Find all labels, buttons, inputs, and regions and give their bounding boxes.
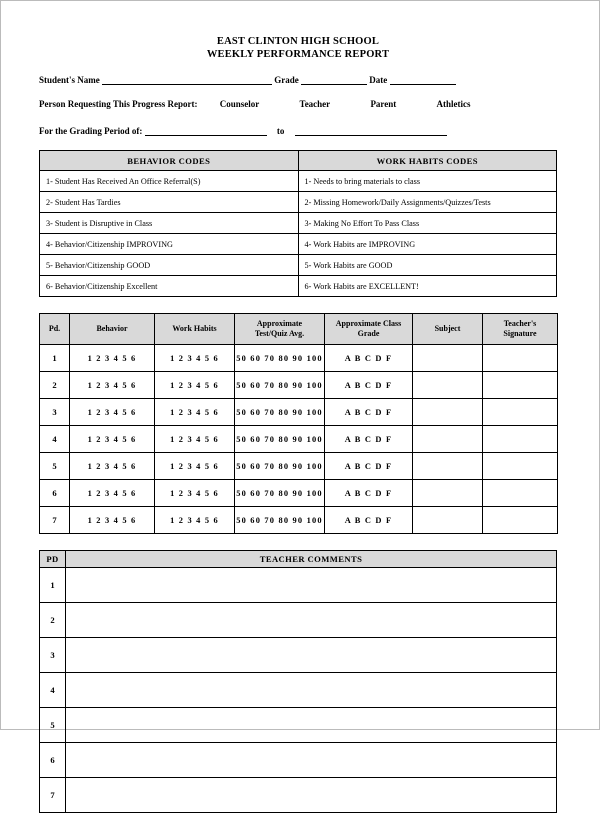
behavior-code-5: 5- Behavior/Citizenship GOOD xyxy=(40,255,299,276)
col-class-grade xyxy=(325,314,413,345)
option-parent[interactable]: Parent xyxy=(370,99,397,109)
col-period: Pd. xyxy=(40,314,70,345)
option-athletics[interactable]: Athletics xyxy=(436,99,471,109)
table-row xyxy=(40,234,557,255)
table-row xyxy=(40,213,557,234)
student-info-row xyxy=(39,73,557,85)
col-subject: Subject xyxy=(413,314,483,345)
col-class-grade-line1: Approximate Class xyxy=(335,319,402,328)
row-test-quiz-options[interactable]: 50 60 70 80 90 100 xyxy=(235,507,325,534)
col-behavior: Behavior xyxy=(70,314,155,345)
work-habit-code-6: 6- Work Habits are EXCELLENT! xyxy=(298,276,557,297)
comment-period: 4 xyxy=(40,673,66,708)
work-habit-code-3: 3- Making No Effort To Pass Class xyxy=(298,213,557,234)
row-period: 3 xyxy=(40,399,70,426)
row-behavior-options[interactable]: 1 2 3 4 5 6 xyxy=(70,372,155,399)
row-signature-input[interactable] xyxy=(483,372,558,399)
form-sheet xyxy=(39,35,557,813)
student-name-label: Student's Name xyxy=(39,75,100,85)
table-row xyxy=(40,192,557,213)
comment-input[interactable] xyxy=(66,778,557,813)
report-name: WEEKLY PERFORMANCE REPORT xyxy=(206,49,390,60)
behavior-code-3: 3- Student is Disruptive in Class xyxy=(40,213,299,234)
requesting-row xyxy=(39,99,557,109)
row-subject-input[interactable] xyxy=(413,426,483,453)
row-behavior-options[interactable]: 1 2 3 4 5 6 xyxy=(70,399,155,426)
row-period: 7 xyxy=(40,507,70,534)
col-teacher-signature xyxy=(483,314,558,345)
table-row xyxy=(40,638,557,673)
grading-period-row xyxy=(39,124,557,136)
behavior-code-4: 4- Behavior/Citizenship IMPROVING xyxy=(40,234,299,255)
grade-label: Grade xyxy=(274,75,299,85)
row-work-habits-options[interactable]: 1 2 3 4 5 6 xyxy=(155,480,235,507)
row-subject-input[interactable] xyxy=(413,345,483,372)
grading-period-from-input[interactable] xyxy=(145,124,267,136)
behavior-codes-header: BEHAVIOR CODES xyxy=(40,151,299,171)
col-work-habits: Work Habits xyxy=(155,314,235,345)
comment-period: 1 xyxy=(40,568,66,603)
row-behavior-options[interactable]: 1 2 3 4 5 6 xyxy=(70,507,155,534)
row-work-habits-options[interactable]: 1 2 3 4 5 6 xyxy=(155,399,235,426)
row-class-grade-options[interactable]: A B C D F xyxy=(325,399,413,426)
col-class-grade-line2: Grade xyxy=(357,329,380,338)
row-subject-input[interactable] xyxy=(413,372,483,399)
codes-table xyxy=(39,150,557,297)
row-class-grade-options[interactable]: A B C D F xyxy=(325,480,413,507)
row-behavior-options[interactable]: 1 2 3 4 5 6 xyxy=(70,426,155,453)
col-test-quiz-line1: Approximate xyxy=(256,319,303,328)
row-class-grade-options[interactable]: A B C D F xyxy=(325,345,413,372)
grade-input[interactable] xyxy=(301,73,367,85)
row-behavior-options[interactable]: 1 2 3 4 5 6 xyxy=(70,453,155,480)
table-row xyxy=(40,372,558,399)
table-row xyxy=(40,276,557,297)
row-signature-input[interactable] xyxy=(483,480,558,507)
grid-header-row xyxy=(40,314,558,345)
option-teacher[interactable]: Teacher xyxy=(299,99,331,109)
row-work-habits-options[interactable]: 1 2 3 4 5 6 xyxy=(155,345,235,372)
table-row xyxy=(40,743,557,778)
row-work-habits-options[interactable]: 1 2 3 4 5 6 xyxy=(155,453,235,480)
comment-period: 7 xyxy=(40,778,66,813)
row-signature-input[interactable] xyxy=(483,426,558,453)
row-test-quiz-options[interactable]: 50 60 70 80 90 100 xyxy=(235,480,325,507)
row-test-quiz-options[interactable]: 50 60 70 80 90 100 xyxy=(235,426,325,453)
table-row xyxy=(40,778,557,813)
grading-period-to-label: to xyxy=(276,126,285,136)
table-row xyxy=(40,399,558,426)
row-subject-input[interactable] xyxy=(413,399,483,426)
comment-input[interactable] xyxy=(66,708,557,743)
row-subject-input[interactable] xyxy=(413,453,483,480)
table-row xyxy=(40,171,557,192)
comment-period: 3 xyxy=(40,638,66,673)
row-period: 6 xyxy=(40,480,70,507)
comment-period: 6 xyxy=(40,743,66,778)
comments-pd-header: PD xyxy=(40,551,66,568)
row-class-grade-options[interactable]: A B C D F xyxy=(325,507,413,534)
comments-header-row xyxy=(40,551,557,568)
comments-header: TEACHER COMMENTS xyxy=(66,551,557,568)
row-period: 4 xyxy=(40,426,70,453)
work-habit-code-2: 2- Missing Homework/Daily Assignments/Quizzes/Tests xyxy=(298,192,557,213)
row-test-quiz-options[interactable]: 50 60 70 80 90 100 xyxy=(235,345,325,372)
teacher-comments-table xyxy=(39,550,557,813)
row-class-grade-options[interactable]: A B C D F xyxy=(325,453,413,480)
date-label: Date xyxy=(369,75,388,85)
row-work-habits-options[interactable]: 1 2 3 4 5 6 xyxy=(155,372,235,399)
col-test-quiz-avg xyxy=(235,314,325,345)
table-row xyxy=(40,507,558,534)
row-test-quiz-options[interactable]: 50 60 70 80 90 100 xyxy=(235,399,325,426)
row-subject-input[interactable] xyxy=(413,480,483,507)
row-signature-input[interactable] xyxy=(483,453,558,480)
row-work-habits-options[interactable]: 1 2 3 4 5 6 xyxy=(155,426,235,453)
performance-grid xyxy=(39,313,558,534)
comment-input[interactable] xyxy=(66,673,557,708)
col-signature-line1: Teacher's xyxy=(503,319,537,328)
work-habit-code-5: 5- Work Habits are GOOD xyxy=(298,255,557,276)
row-class-grade-options[interactable]: A B C D F xyxy=(325,426,413,453)
row-behavior-options[interactable]: 1 2 3 4 5 6 xyxy=(70,480,155,507)
row-period: 1 xyxy=(40,345,70,372)
date-input[interactable] xyxy=(390,73,456,85)
table-row xyxy=(40,453,558,480)
table-row xyxy=(40,345,558,372)
row-class-grade-options[interactable]: A B C D F xyxy=(325,372,413,399)
row-signature-input[interactable] xyxy=(483,507,558,534)
requesting-options xyxy=(220,99,471,109)
behavior-code-2: 2- Student Has Tardies xyxy=(40,192,299,213)
option-counselor[interactable]: Counselor xyxy=(219,99,260,109)
grading-period-to-input[interactable] xyxy=(295,124,447,136)
table-row xyxy=(40,480,558,507)
row-work-habits-options[interactable]: 1 2 3 4 5 6 xyxy=(155,507,235,534)
row-signature-input[interactable] xyxy=(483,399,558,426)
comment-period: 5 xyxy=(40,708,66,743)
comment-input[interactable] xyxy=(66,603,557,638)
row-period: 2 xyxy=(40,372,70,399)
row-period: 5 xyxy=(40,453,70,480)
table-row xyxy=(40,426,558,453)
student-name-input[interactable] xyxy=(102,73,272,85)
col-test-quiz-line2: Test/Quiz Avg. xyxy=(254,329,305,338)
table-row xyxy=(40,255,557,276)
row-signature-input[interactable] xyxy=(483,345,558,372)
comment-input[interactable] xyxy=(66,638,557,673)
comment-input[interactable] xyxy=(66,743,557,778)
comment-input[interactable] xyxy=(66,568,557,603)
table-row xyxy=(40,673,557,708)
work-habits-codes-header: WORK HABITS CODES xyxy=(298,151,557,171)
work-habit-code-1: 1- Needs to bring materials to class xyxy=(298,171,557,192)
page-title xyxy=(39,35,557,61)
behavior-code-6: 6- Behavior/Citizenship Excellent xyxy=(40,276,299,297)
row-test-quiz-options[interactable]: 50 60 70 80 90 100 xyxy=(235,372,325,399)
grading-period-label: For the Grading Period of: xyxy=(39,126,143,136)
table-row xyxy=(40,708,557,743)
row-subject-input[interactable] xyxy=(413,507,483,534)
comment-period: 2 xyxy=(40,603,66,638)
work-habit-code-4: 4- Work Habits are IMPROVING xyxy=(298,234,557,255)
requesting-label: Person Requesting This Progress Report: xyxy=(39,99,198,109)
row-behavior-options[interactable]: 1 2 3 4 5 6 xyxy=(70,345,155,372)
table-row xyxy=(40,603,557,638)
codes-header-row xyxy=(40,151,557,171)
table-row xyxy=(40,568,557,603)
school-name: EAST CLINTON HIGH SCHOOL xyxy=(216,36,380,47)
behavior-code-1: 1- Student Has Received An Office Referral(S) xyxy=(40,171,299,192)
col-signature-line2: Signature xyxy=(503,329,537,338)
row-test-quiz-options[interactable]: 50 60 70 80 90 100 xyxy=(235,453,325,480)
